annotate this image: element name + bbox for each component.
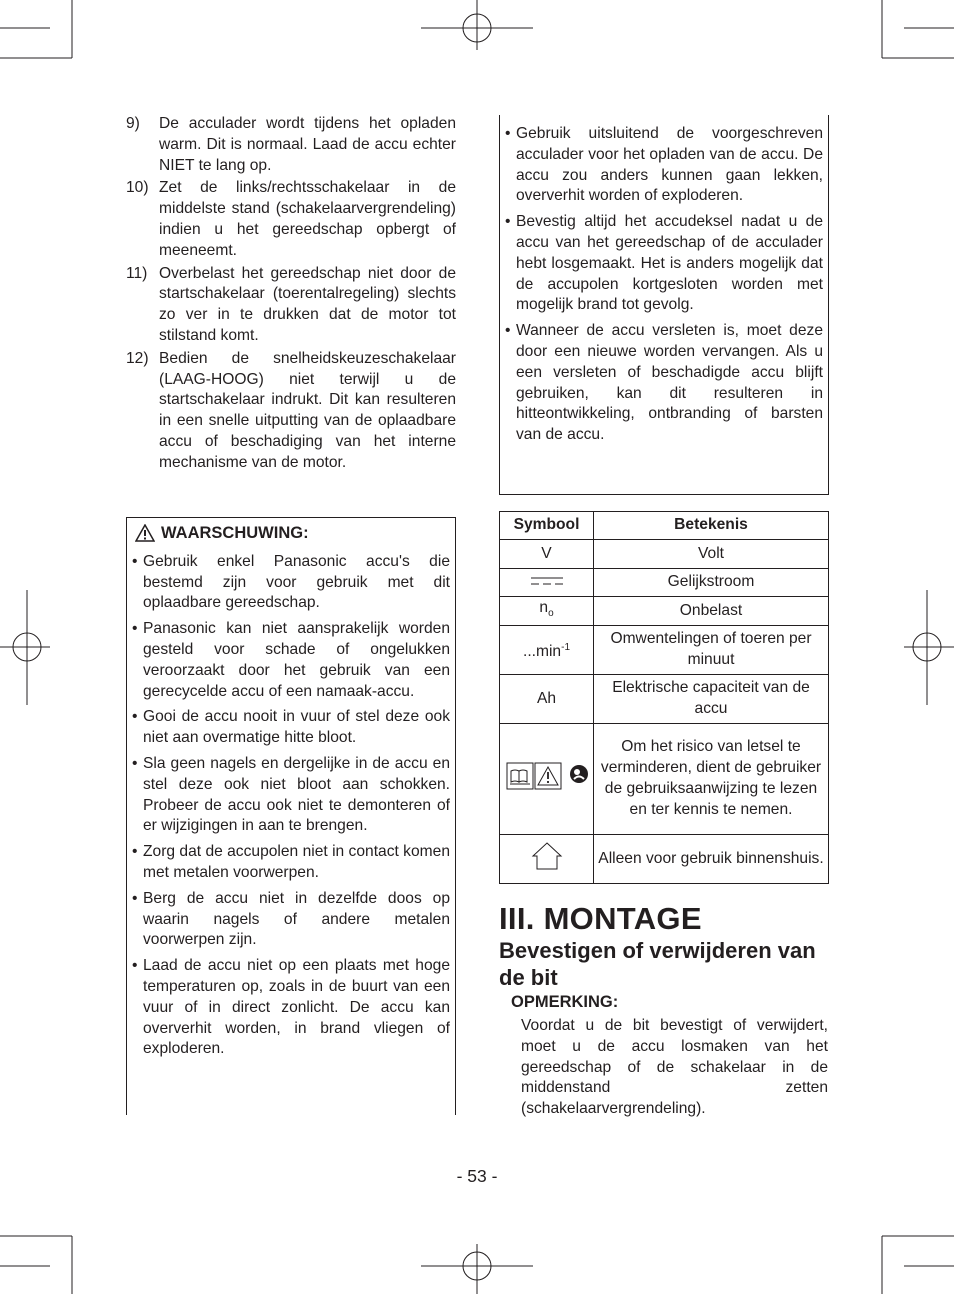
indoor-use-house-icon bbox=[531, 841, 563, 871]
note-text: Voordat u de bit bevestigt of verwijdert, moet u de accu losmaken van het gereedschap of de schakelaar in de middenstand zetten (schakelaarvergrendeling). bbox=[521, 1017, 828, 1118]
symbol-cell: V bbox=[500, 540, 594, 569]
symbol-text: ...min bbox=[522, 642, 562, 660]
warning-triangle-icon bbox=[135, 524, 155, 542]
table-row bbox=[500, 626, 829, 675]
page-number: - 53 - bbox=[456, 1166, 498, 1186]
symbol-subscript: o bbox=[548, 607, 554, 619]
meaning-cell: Alleen voor gebruik binnenshuis. bbox=[594, 835, 829, 884]
read-manual-warning-icon bbox=[506, 762, 588, 790]
warning-box-continued bbox=[499, 115, 829, 495]
item-text: Bedien de snelheidskeuzeschakelaar (LAAG-HOOG) niet terwijl u de startschakelaar indrukt. Dit kan resulteren in een snelle uitputting van de oplaadbare accu of beschadiging van het interne mechanisme van de motor. bbox=[159, 349, 456, 471]
symbol-cell bbox=[500, 626, 594, 675]
header-symbol: Symbool bbox=[500, 512, 594, 540]
item-text: De acculader wordt tijdens het opladen warm. Dit is normaal. Laad de accu echter NIET te lang op. bbox=[159, 115, 456, 174]
symbol-cell bbox=[500, 724, 594, 835]
table-header-row bbox=[500, 512, 829, 540]
item-text: Overbelast het gereedschap niet door de startschakelaar (toerentalregeling) slechts zo ver in te drukken dat de motor tot stilstand komt. bbox=[159, 264, 456, 344]
table-row bbox=[500, 597, 829, 626]
list-item bbox=[126, 178, 456, 261]
warning-item: • Wanneer de accu versleten is, moet deze door een nieuwe worden vervangen. Als u een versleten of beschadigde accu blijft gebruiken, kan dit resulteren in hitteontwikkeling, ontbranding of barsten van de accu. bbox=[500, 321, 828, 446]
warning-item: • Laad de accu niet op een plaats met hoge temperaturen op, zoals in de buurt van een vuur of in direct zonlicht. De accu kan oververhit worden, in brand vliegen of exploderen. bbox=[127, 956, 455, 1060]
item-number: 9) bbox=[126, 115, 140, 132]
table-row bbox=[500, 724, 829, 835]
warning-title: WAARSCHUWING: bbox=[161, 524, 309, 542]
symbol-cell: Ah bbox=[500, 675, 594, 724]
symbol-cell bbox=[500, 835, 594, 884]
numbered-instructions bbox=[126, 114, 456, 476]
header-meaning: Betekenis bbox=[594, 512, 829, 540]
warning-heading bbox=[127, 518, 455, 544]
meaning-cell: Omwentelingen of toeren per minuut bbox=[594, 626, 829, 675]
meaning-cell: Elektrische capaciteit van de accu bbox=[594, 675, 829, 724]
meaning-cell: Gelijkstroom bbox=[594, 569, 829, 597]
meaning-cell: Onbelast bbox=[594, 597, 829, 626]
warning-item: • Bevestig altijd het accudeksel nadat u de accu van het gereedschap of de acculader hebt losgemaakt. Het is anders mogelijk dat de accupolen kortgesloten worden met mogelijk brand tot gevolg. bbox=[500, 212, 828, 316]
warning-box bbox=[126, 517, 456, 1115]
item-text: Zet de links/rechtsschakelaar in de middelste stand (schakelaarvergrendeling) indien u het gereedschap opbergt of meeneemt. bbox=[159, 179, 456, 259]
table-row bbox=[500, 540, 829, 569]
symbol-superscript: -1 bbox=[561, 641, 571, 653]
item-number: 12) bbox=[126, 349, 149, 367]
warning-item: • Gebruik enkel Panasonic accu's die bestemd zijn voor gebruik met dit oplaadbare gereedschap. bbox=[127, 552, 455, 614]
table-row bbox=[500, 569, 829, 597]
warning-item: • Sla geen nagels en dergelijke in de accu en stel deze ook niet bloot aan schokken. Probeer de accu ook niet te demonteren of er wijzigingen in aan te brengen. bbox=[127, 754, 455, 837]
symbol-table bbox=[499, 511, 829, 884]
warning-item: • Zorg dat de accupolen niet in contact komen met metalen voorwerpen. bbox=[127, 842, 455, 884]
note-heading: OPMERKING: bbox=[511, 993, 619, 1011]
list-item bbox=[126, 264, 456, 347]
warning-item: • Berg de accu niet in dezelfde doos op waarin nagels of andere metalen voorwerpen zijn. bbox=[127, 889, 455, 951]
list-item bbox=[126, 349, 456, 474]
warning-item: • Gebruik uitsluitend de voorgeschreven acculader voor het opladen van de accu. De accu zou anders kunnen gaan lekken, oververhit worden of exploderen. bbox=[500, 124, 828, 207]
table-row bbox=[500, 675, 829, 724]
meaning-cell: Volt bbox=[594, 540, 829, 569]
symbol-cell bbox=[500, 597, 594, 626]
meaning-cell: Om het risico van letsel te verminderen, dient de gebruiker de gebruiksaanwijzing te lezen en ter kennis te nemen. bbox=[594, 724, 829, 835]
direct-current-icon bbox=[530, 576, 564, 586]
item-number: 10) bbox=[126, 179, 149, 197]
symbol-cell bbox=[500, 569, 594, 597]
warning-item: • Gooi de accu nooit in vuur of stel deze ook niet aan overmatige hitte bloot. bbox=[127, 707, 455, 749]
table-row bbox=[500, 835, 829, 884]
symbol-text: n bbox=[539, 598, 549, 616]
list-item bbox=[126, 114, 456, 176]
section-title: III. MONTAGE bbox=[499, 901, 702, 936]
warning-item: • Panasonic kan niet aansprakelijk worden gesteld voor schade of ongelukken veroorzaakt door het gebruik van een gerecycelde accu of een namaak-accu. bbox=[127, 619, 455, 702]
subsection-title: Bevestigen of verwijderen van de bit bbox=[499, 938, 816, 990]
item-number: 11) bbox=[126, 264, 148, 282]
